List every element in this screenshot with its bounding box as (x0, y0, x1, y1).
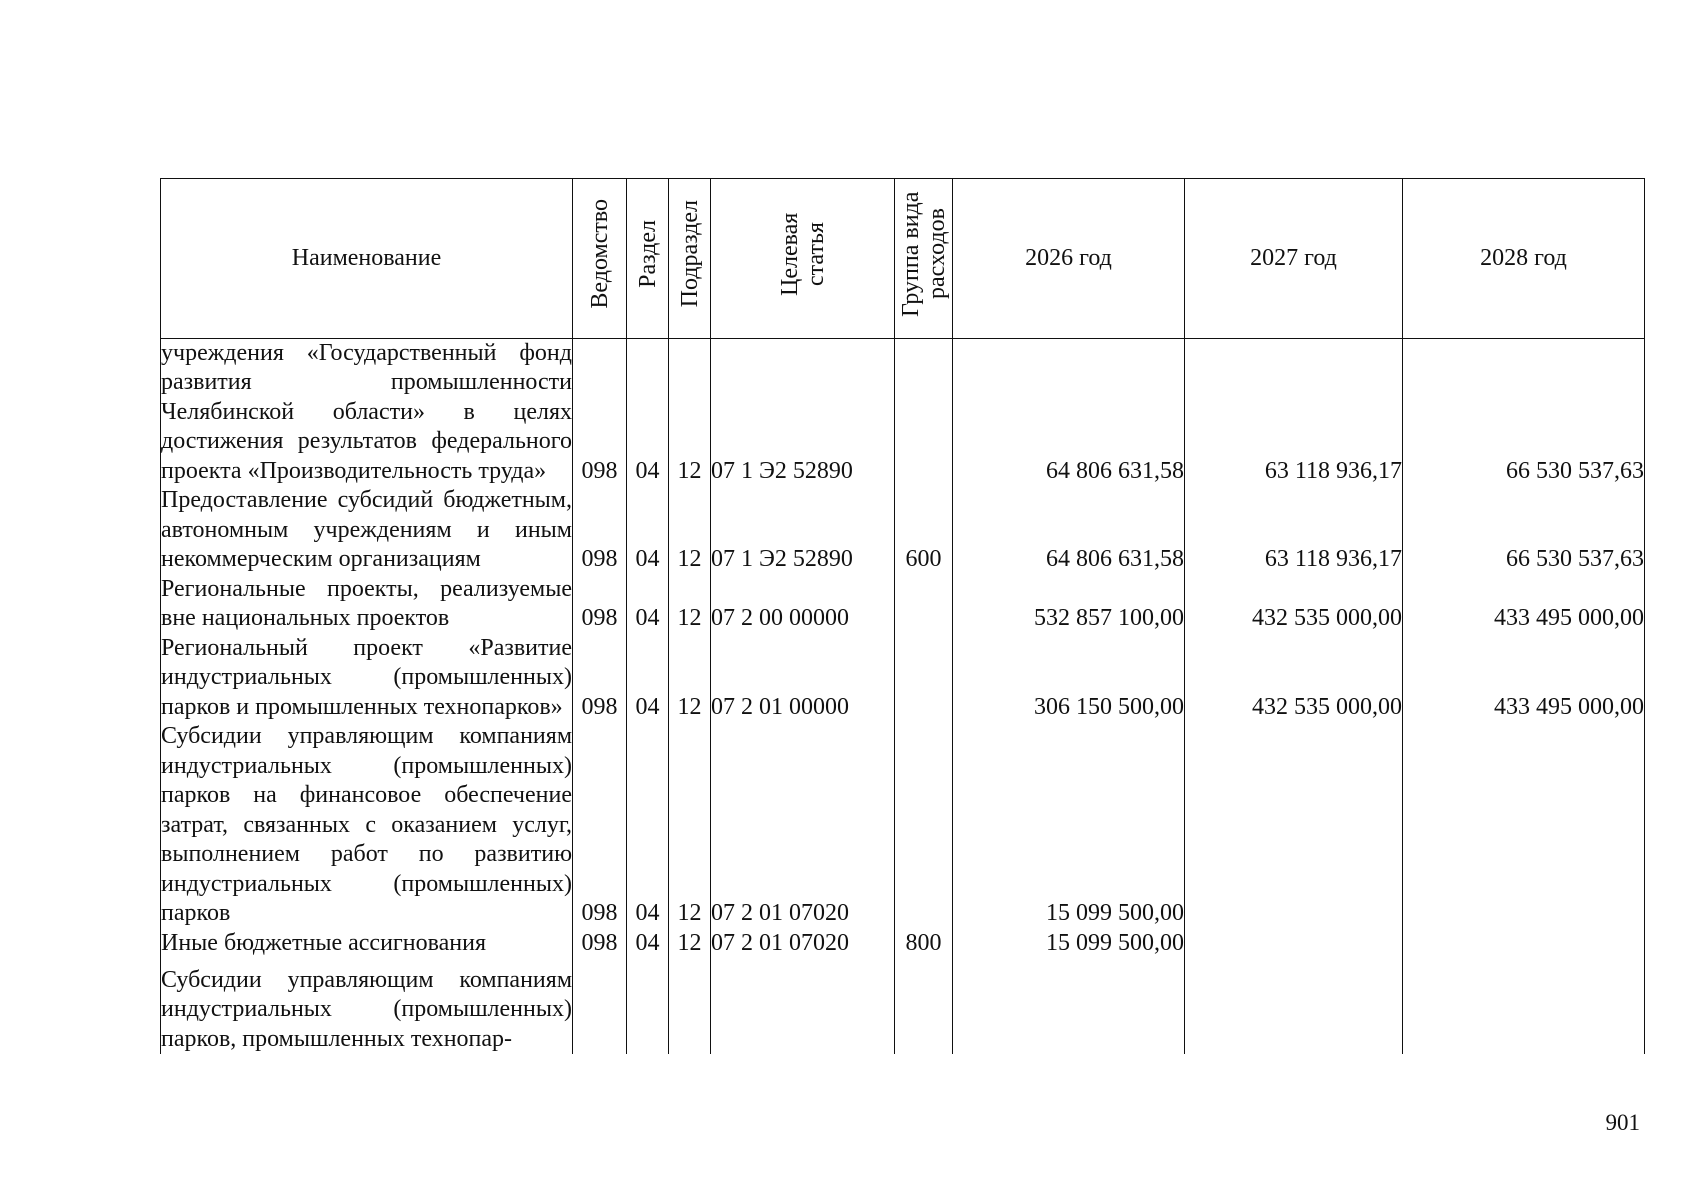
cell-amount-2026: 532 857 100,00 (953, 575, 1185, 634)
cell-amount-2028 (1403, 958, 1645, 1054)
cell-amount-2028: 433 495 000,00 (1403, 575, 1645, 634)
cell-department: 098 (573, 575, 627, 634)
cell-section: 04 (627, 929, 669, 959)
cell-amount-2027: 432 535 000,00 (1185, 575, 1403, 634)
cell-expense-group (895, 722, 953, 929)
cell-amount-2028: 66 530 537,63 (1403, 338, 1645, 486)
cell-department: 098 (573, 722, 627, 929)
cell-name: Региональные проекты, реализуемые вне национальных проектов (161, 575, 573, 634)
table-row (161, 575, 1645, 634)
table-row (161, 634, 1645, 723)
header-subsection: Подраздел (669, 179, 711, 339)
cell-department (573, 958, 627, 1054)
cell-amount-2027 (1185, 722, 1403, 929)
header-year-2027: 2027 год (1185, 179, 1403, 339)
cell-name: Субсидии управляющим компаниям индустриальных (промышленных) парков, промышленных технопар- (161, 958, 573, 1054)
cell-amount-2028: 433 495 000,00 (1403, 634, 1645, 723)
cell-name: учреждения «Государственный фонд развития промышленности Челябинской области» в целях достижения результатов федерального проекта «Производительность труда» (161, 338, 573, 486)
cell-amount-2026: 64 806 631,58 (953, 486, 1185, 575)
cell-expense-group: 800 (895, 929, 953, 959)
cell-subsection: 12 (669, 929, 711, 959)
cell-target-article: 07 2 01 00000 (711, 634, 895, 723)
cell-target-article: 07 2 00 00000 (711, 575, 895, 634)
cell-amount-2026: 64 806 631,58 (953, 338, 1185, 486)
cell-section (627, 958, 669, 1054)
table-row (161, 722, 1645, 929)
cell-department: 098 (573, 634, 627, 723)
cell-subsection: 12 (669, 634, 711, 723)
cell-section: 04 (627, 634, 669, 723)
cell-department: 098 (573, 929, 627, 959)
cell-expense-group (895, 634, 953, 723)
cell-amount-2028 (1403, 722, 1645, 929)
cell-target-article (711, 958, 895, 1054)
cell-target-article: 07 2 01 07020 (711, 722, 895, 929)
cell-department: 098 (573, 486, 627, 575)
cell-name: Региональный проект «Развитие индустриальных (промышленных) парков и промышленных технопарков» (161, 634, 573, 723)
table-row (161, 929, 1645, 959)
cell-department: 098 (573, 338, 627, 486)
cell-expense-group (895, 575, 953, 634)
table-row (161, 338, 1645, 486)
cell-section: 04 (627, 575, 669, 634)
cell-section: 04 (627, 338, 669, 486)
header-row (161, 179, 1645, 339)
header-year-2028: 2028 год (1403, 179, 1645, 339)
table-body (161, 338, 1645, 1054)
cell-amount-2027: 63 118 936,17 (1185, 338, 1403, 486)
budget-table (160, 178, 1645, 1054)
header-name: Наименование (161, 179, 573, 339)
cell-amount-2027 (1185, 929, 1403, 959)
cell-target-article: 07 1 Э2 52890 (711, 486, 895, 575)
cell-expense-group (895, 338, 953, 486)
cell-amount-2026: 15 099 500,00 (953, 929, 1185, 959)
cell-subsection: 12 (669, 486, 711, 575)
cell-target-article: 07 1 Э2 52890 (711, 338, 895, 486)
cell-expense-group (895, 958, 953, 1054)
cell-target-article: 07 2 01 07020 (711, 929, 895, 959)
cell-amount-2028 (1403, 929, 1645, 959)
cell-amount-2026: 15 099 500,00 (953, 722, 1185, 929)
header-year-2026: 2026 год (953, 179, 1185, 339)
cell-amount-2027: 63 118 936,17 (1185, 486, 1403, 575)
cell-amount-2027: 432 535 000,00 (1185, 634, 1403, 723)
table-row (161, 958, 1645, 1054)
cell-amount-2028: 66 530 537,63 (1403, 486, 1645, 575)
cell-section: 04 (627, 722, 669, 929)
cell-subsection (669, 958, 711, 1054)
cell-amount-2026: 306 150 500,00 (953, 634, 1185, 723)
cell-amount-2026 (953, 958, 1185, 1054)
cell-section: 04 (627, 486, 669, 575)
cell-name: Иные бюджетные ассигнования (161, 929, 573, 959)
page-number: 901 (1605, 1110, 1640, 1135)
cell-subsection: 12 (669, 722, 711, 929)
header-expense-group: Группа вида расходов (895, 179, 953, 339)
cell-expense-group: 600 (895, 486, 953, 575)
cell-name: Субсидии управляющим компаниям индустриальных (промышленных) парков на финансовое обеспечение затрат, связанных с оказанием услуг, выполнением работ по развитию индустриальных (промышленных) парков (161, 722, 573, 929)
header-target-article: Целевая статья (711, 179, 895, 339)
cell-amount-2027 (1185, 958, 1403, 1054)
header-section: Раздел (627, 179, 669, 339)
table-row (161, 486, 1645, 575)
cell-subsection: 12 (669, 575, 711, 634)
header-department: Ведомство (573, 179, 627, 339)
cell-name: Предоставление субсидий бюджетным, автономным учреждениям и иным некоммерческим организациям (161, 486, 573, 575)
cell-subsection: 12 (669, 338, 711, 486)
